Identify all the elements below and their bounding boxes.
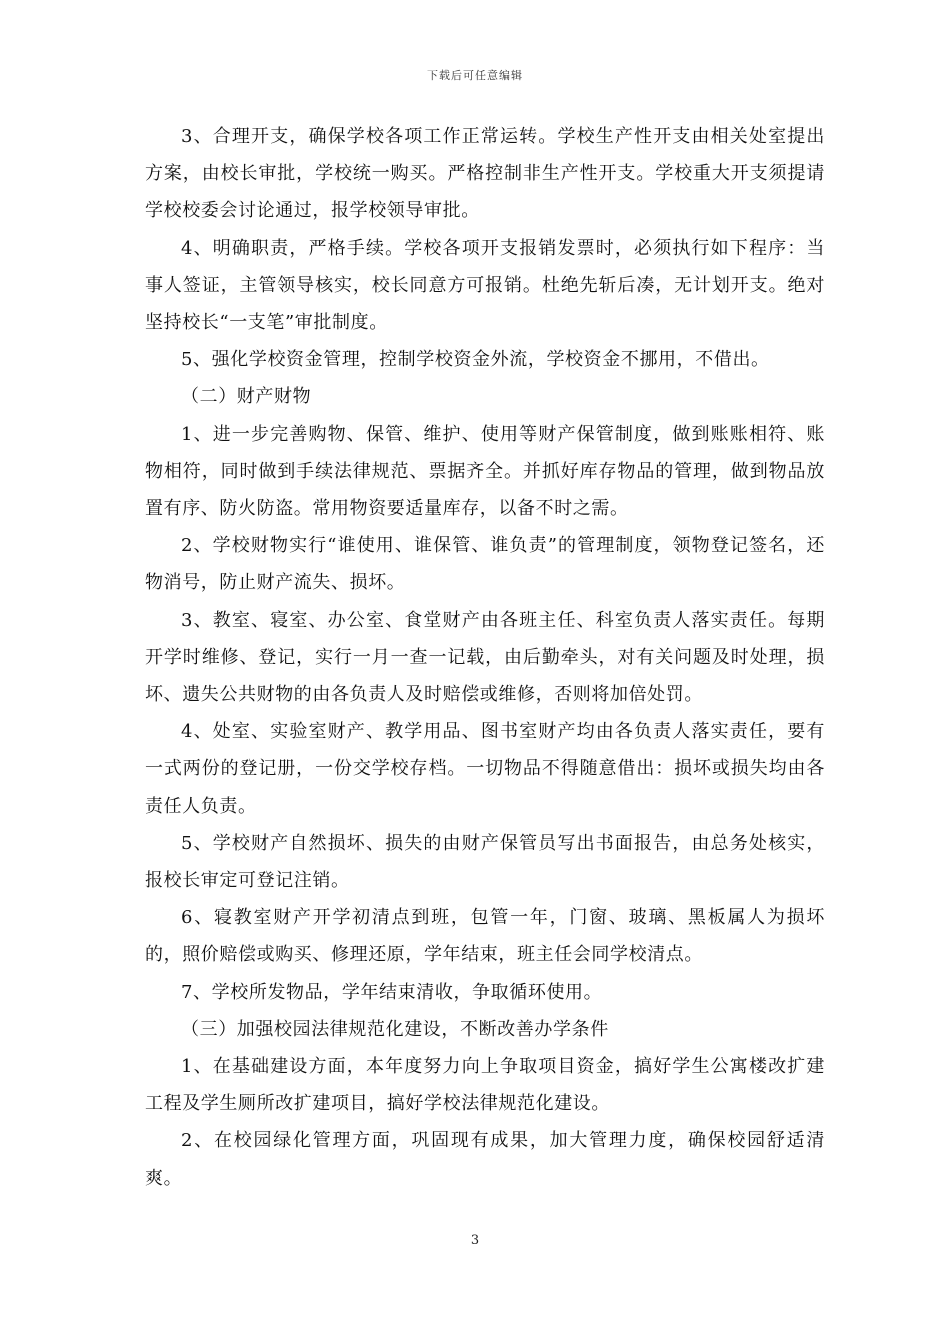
page-header: 下载后可任意编辑 [427, 69, 523, 82]
paragraph-responsibilities: 4、明确职责，严格手续。学校各项开支报销发票时，必须执行如下程序：当事人签证，主管领导核实，校长同意方可报销。杜绝先斩后凑，无计划开支。绝对坚持校长“一支笔”审批制度。 [145, 237, 825, 334]
paragraph-greening: 2、在校园绿化管理方面，巩固现有成果，加大管理力度，确保校园舒适清爽。 [145, 1130, 825, 1189]
paragraph-item-recycling: 7、学校所发物品，学年结束清收，争取循环使用。 [181, 981, 603, 1003]
paragraph-fund-management: 5、强化学校资金管理，控制学校资金外流，学校资金不挪用，不借出。 [181, 349, 770, 371]
paragraph-expense-control: 3、合理开支，确保学校各项工作正常运转。学校生产性开支由相关处室提出方案，由校长审批，学校统一购买。严格控制非生产性开支。学校重大开支须提请学校校委会讨论通过，报学校领导审批。 [145, 126, 825, 222]
paragraph-damage-report: 5、学校财产自然损坏、损失的由财产保管员写出书面报告，由总务处核实，报校长审定可登记注销。 [145, 832, 825, 892]
paragraph-property-usage: 2、学校财物实行“谁使用、谁保管、谁负责”的管理制度，领物登记签名，还物消号，防止财产流失、损坏。 [145, 535, 825, 594]
paragraph-property-system: 1、进一步完善购物、保管、维护、使用等财产保管制度，做到账账相符、账物相符，同时做到手续法律规范、票据齐全。并抓好库存物品的管理，做到物品放置有序、防火防盗。常用物资要适量库存，以备不时之需。 [145, 423, 825, 520]
paragraph-classroom-property: 3、教室、寝室、办公室、食堂财产由各班主任、科室负责人落实责任。每期开学时维修、登记，实行一月一查一记载，由后勤牵头，对有关问题及时处理，损坏、遗失公共财物的由各负责人及时赔偿或维修，否则将加倍处罚。 [145, 609, 825, 706]
page-number: 3 [470, 1233, 480, 1248]
section-heading-property: （二）财产财物 [181, 386, 312, 408]
paragraph-infrastructure: 1、在基础建设方面，本年度努力向上争取项目资金，搞好学生公寓楼改扩建工程及学生厕所改扩建项目，搞好学校法律规范化建设。 [145, 1056, 825, 1115]
document-body [145, 118, 825, 1197]
paragraph-lab-property: 4、处室、实验室财产、教学用品、图书室财产均由各负责人落实责任，要有一式两份的登记册，一份交学校存档。一切物品不得随意借出：损坏或损失均由各责任人负责。 [145, 721, 825, 817]
paragraph-dorm-property: 6、寝教室财产开学初清点到班，包管一年，门窗、玻璃、黑板属人为损坏的，照价赔偿或购买、修理还原，学年结束，班主任会同学校清点。 [145, 907, 825, 966]
section-heading-campus: （三）加强校园法律规范化建设，不断改善办学条件 [181, 1018, 609, 1040]
